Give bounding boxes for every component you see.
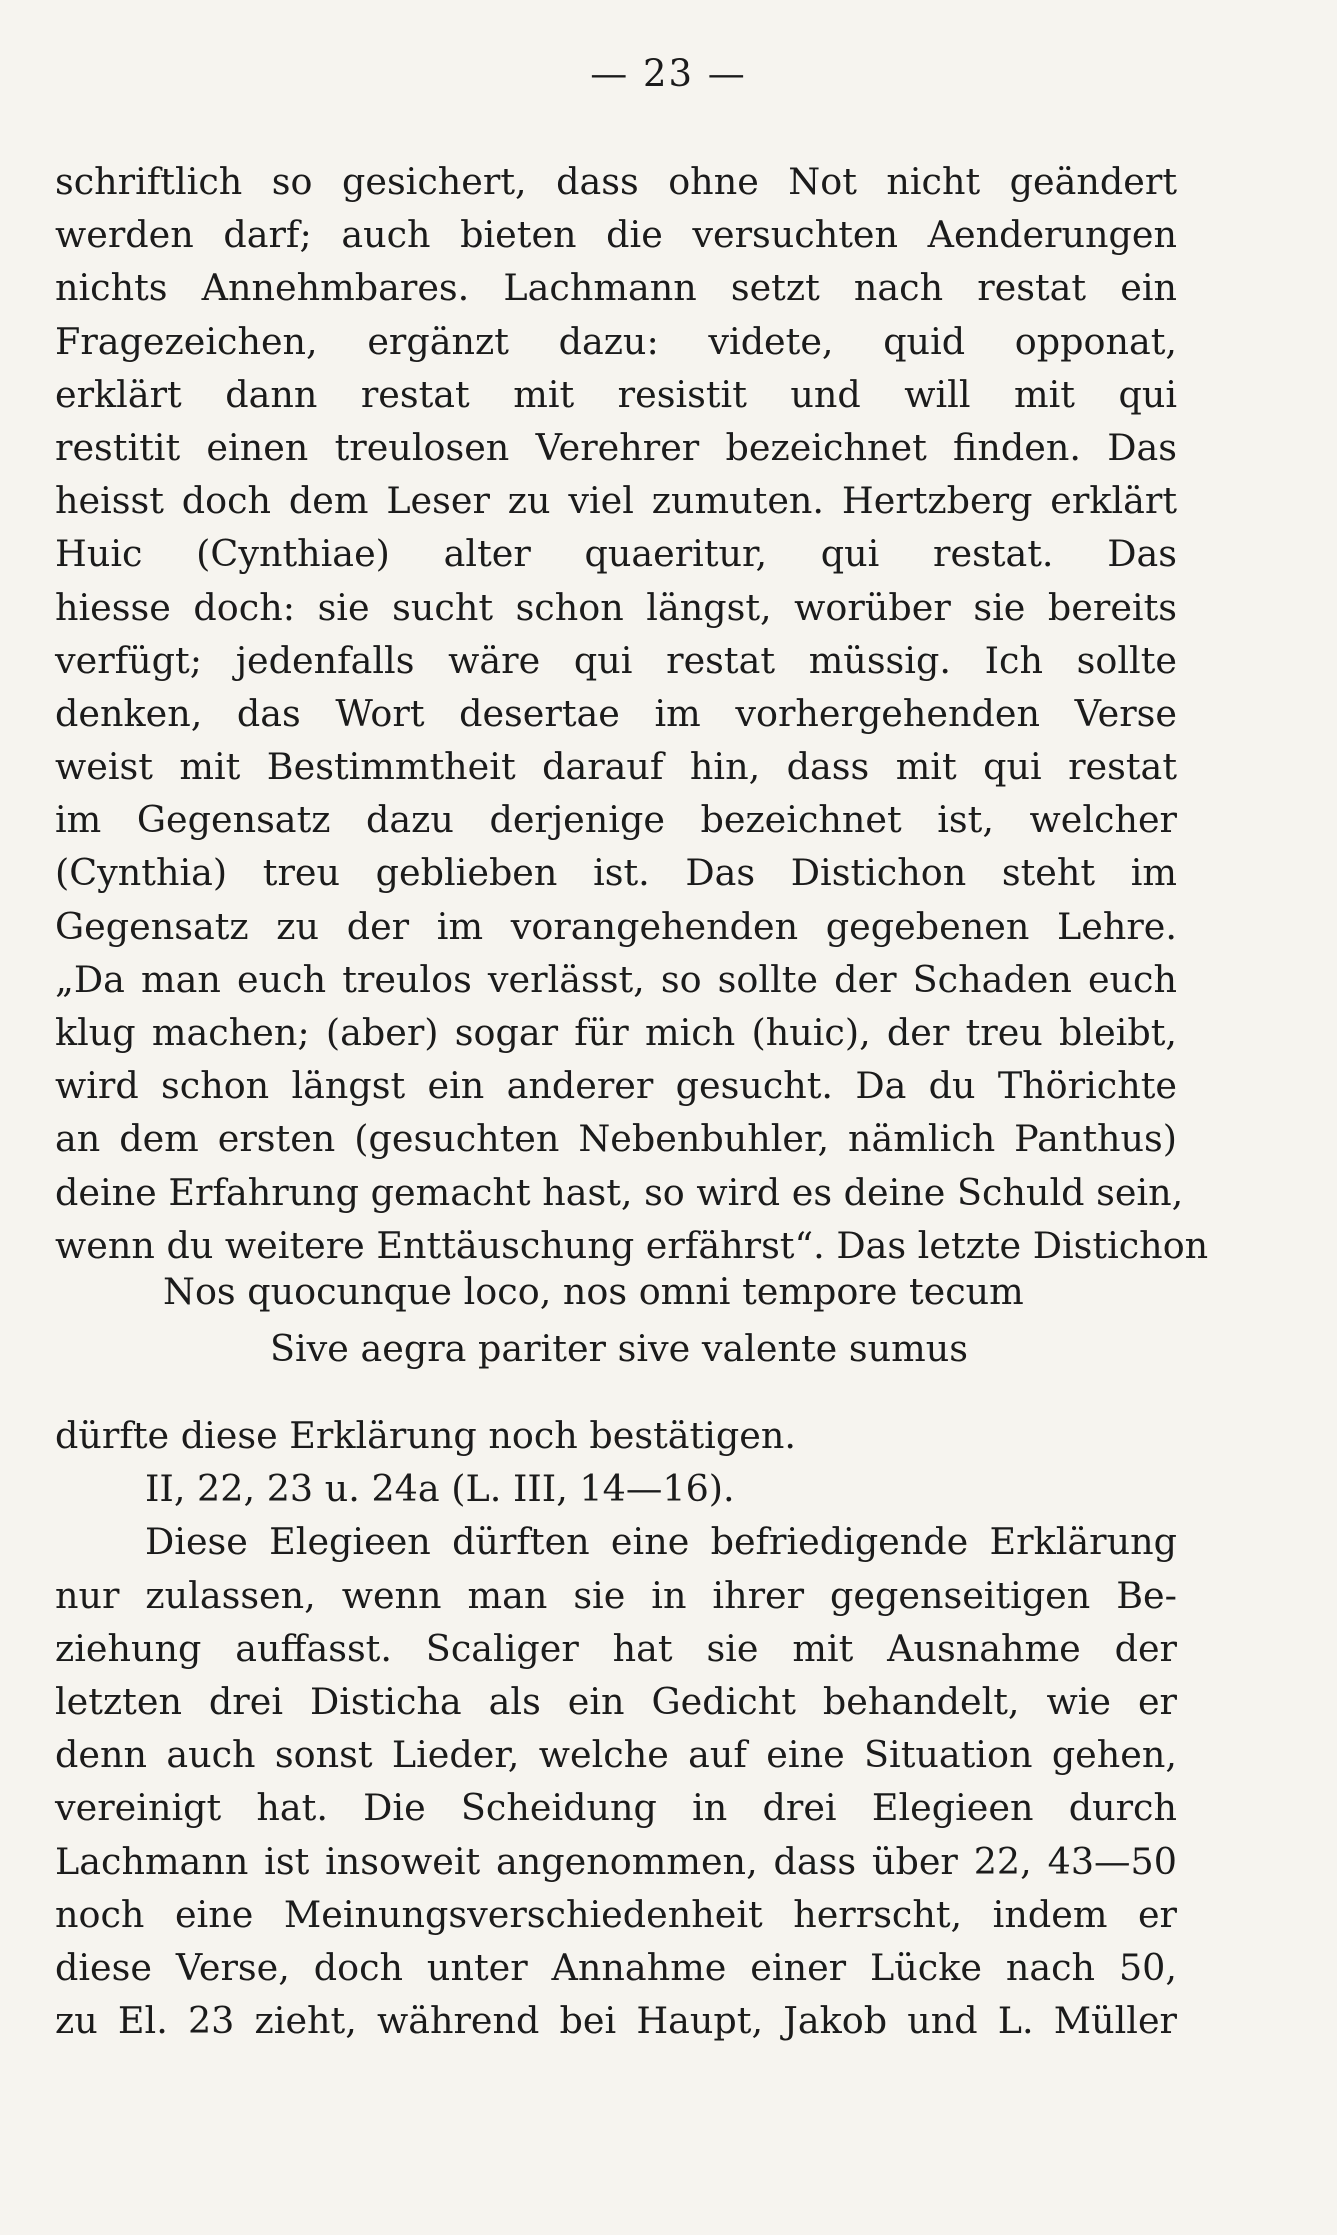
text-line: erklärt dann restat mit resistit und will mit qui — [55, 372, 1177, 416]
text-line: ziehung auffasst. Scaliger hat sie mit Ausnahme der — [55, 1626, 1177, 1670]
text-line: diese Verse, doch unter Annahme einer Lücke nach 50, — [55, 1945, 1177, 1989]
text-line: Gegensatz zu der im vorangehenden gegebenen Lehre. — [55, 904, 1177, 948]
text-line: denn auch sonst Lieder, welche auf eine Situation gehen, — [55, 1733, 1177, 1777]
verse-line: Sive aegra pariter sive valente sumus — [270, 1327, 968, 1370]
text-line: im Gegensatz dazu derjenige bezeichnet ist, welcher — [55, 798, 1177, 842]
text-line: wird schon längst ein anderer gesucht. Da du Thörichte — [55, 1064, 1177, 1108]
text-line: denken, das Wort desertae im vorhergehenden Verse — [55, 691, 1177, 735]
text-line: an dem ersten (gesuchten Nebenbuhler, nämlich Panthus) — [55, 1117, 1177, 1161]
paragraph-1 — [55, 155, 1209, 1272]
text-line: heisst doch dem Leser zu viel zumuten. Hertzberg erklärt — [55, 479, 1177, 523]
text-line: Diese Elegieen dürften eine befriedigende Erklärung — [145, 1520, 1177, 1564]
paragraph-2-block — [55, 1409, 1177, 2047]
text-line: weist mit Bestimmtheit darauf hin, dass mit qui restat — [55, 745, 1177, 789]
text-line: Fragezeichen, ergänzt dazu: videte, quid opponat, — [55, 319, 1177, 363]
text-line: nichts Annehmbares. Lachmann setzt nach restat ein — [55, 266, 1177, 310]
verse-quotation — [0, 1263, 1337, 1377]
text-line: deine Erfahrung gemacht hast, so wird es deine Schuld sein, — [55, 1170, 1184, 1214]
text-line: restitit einen treulosen Verehrer bezeichnet finden. Das — [55, 425, 1177, 469]
text-line: klug machen; (aber) sogar für mich (huic), der treu bleibt, — [55, 1011, 1177, 1054]
text-line: Lachmann ist insoweit angenommen, dass über 22, 43—50 — [55, 1839, 1177, 1883]
text-line: dürfte diese Erklärung noch bestätigen. — [55, 1414, 796, 1457]
text-line: werden darf; auch bieten die versuchten Aenderungen — [55, 213, 1177, 257]
text-line: schriftlich so gesichert, dass ohne Not nicht geändert — [55, 160, 1177, 203]
text-line: „Da man euch treulos verlässt, so sollte der Schaden euch — [55, 957, 1177, 1001]
text-line: noch eine Meinungsverschiedenheit herrscht, indem er — [55, 1892, 1177, 1936]
text-line: hiesse doch: sie sucht schon längst, worüber sie bereits — [55, 585, 1177, 629]
text-line: nur zulassen, wenn man sie in ihrer gegenseitigen Be- — [55, 1573, 1177, 1617]
verse-line: Nos quocunque loco, nos omni tempore tecum — [163, 1270, 1024, 1313]
text-line: (Cynthia) treu geblieben ist. Das Distichon steht im — [55, 851, 1177, 895]
text-line: vereinigt hat. Die Scheidung in drei Elegieen durch — [55, 1786, 1177, 1830]
text-line: Huic (Cynthiae) alter quaeritur, qui restat. Das — [55, 532, 1177, 576]
page-number: — 23 — — [590, 52, 747, 95]
text-line: wenn du weitere Enttäuschung erfährst“. Das letzte Distichon — [55, 1223, 1209, 1267]
section-heading: II, 22, 23 u. 24a (L. III, 14—16). — [145, 1467, 735, 1511]
text-line: zu El. 23 zieht, während bei Haupt, Jakob und L. Müller — [55, 1999, 1177, 2043]
text-line: letzten drei Disticha als ein Gedicht behandelt, wie er — [55, 1679, 1177, 1723]
text-line: verfügt; jedenfalls wäre qui restat müssig. Ich sollte — [55, 638, 1177, 682]
